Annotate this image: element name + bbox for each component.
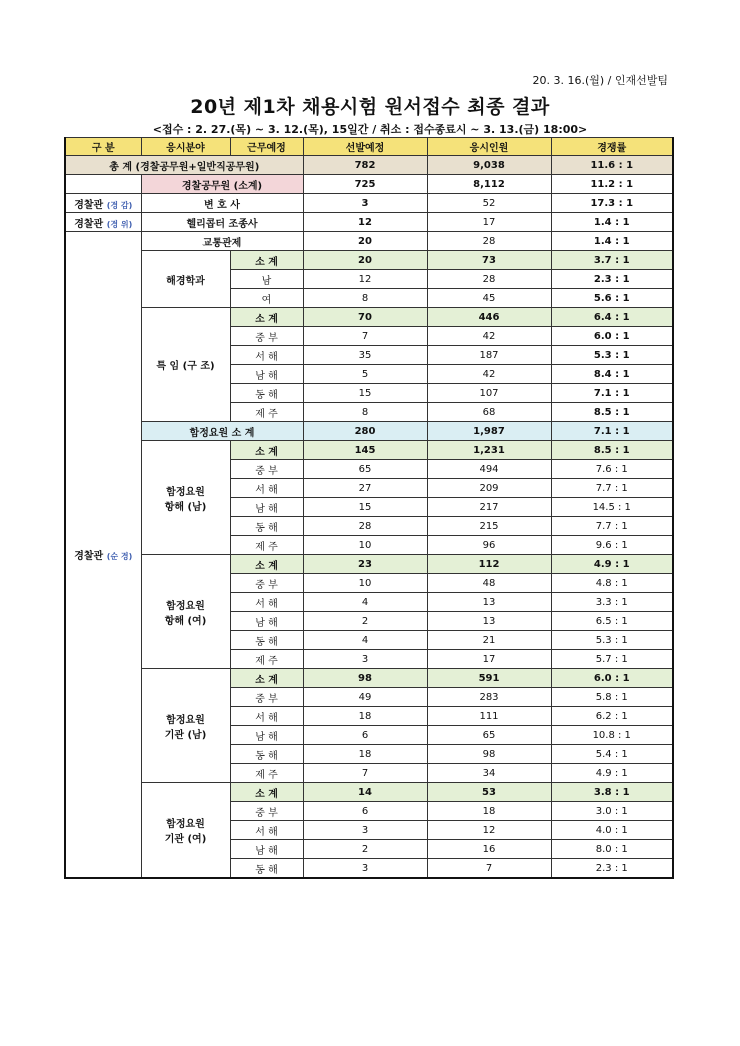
location-cell: 서 해: [230, 707, 303, 726]
apply-count: 215: [427, 517, 551, 536]
select-count: 20: [303, 232, 427, 251]
location-cell: 남 해: [230, 726, 303, 745]
select-count: 14: [303, 783, 427, 802]
apply-count: 13: [427, 593, 551, 612]
apply-count: 73: [427, 251, 551, 270]
page-subtitle: <접수 : 2. 27.(목) ~ 3. 12.(목), 15일간 / 취소 : 접수종료시 ~ 3. 13.(금) 18:00>: [152, 123, 588, 136]
apply-count: 209: [427, 479, 551, 498]
select-count: 18: [303, 707, 427, 726]
select-count: 49: [303, 688, 427, 707]
table-row: [65, 308, 673, 327]
dateline: 20. 3. 16.(월) / 인재선발팀: [532, 74, 668, 87]
location-cell: 소 계: [230, 669, 303, 688]
column-header: 선발예정: [303, 138, 427, 156]
select-count: 12: [303, 270, 427, 289]
rank-cell: 경찰관 (순 경): [65, 232, 141, 879]
competition-ratio: 11.6 : 1: [551, 156, 673, 175]
table-row: [65, 213, 673, 232]
select-count: 65: [303, 460, 427, 479]
apply-count: 111: [427, 707, 551, 726]
select-count: 4: [303, 593, 427, 612]
select-count: 782: [303, 156, 427, 175]
apply-count: 12: [427, 821, 551, 840]
apply-count: 53: [427, 783, 551, 802]
competition-ratio: 2.3 : 1: [551, 859, 673, 879]
select-count: 3: [303, 859, 427, 879]
location-cell: 중 부: [230, 460, 303, 479]
competition-ratio: 5.4 : 1: [551, 745, 673, 764]
field-cell: 특 임 (구 조): [141, 308, 230, 422]
location-cell: 중 부: [230, 688, 303, 707]
select-count: 6: [303, 802, 427, 821]
competition-ratio: 5.6 : 1: [551, 289, 673, 308]
row-label: 총 계 (경찰공무원+일반직공무원): [65, 156, 303, 175]
location-cell: 중 부: [230, 574, 303, 593]
row-label: 함정요원 소 계: [141, 422, 303, 441]
apply-count: 494: [427, 460, 551, 479]
select-count: 145: [303, 441, 427, 460]
apply-count: 42: [427, 327, 551, 346]
crew-subtotal-row: [65, 422, 673, 441]
competition-ratio: 7.7 : 1: [551, 517, 673, 536]
competition-ratio: 10.8 : 1: [551, 726, 673, 745]
apply-count: 21: [427, 631, 551, 650]
competition-ratio: 17.3 : 1: [551, 194, 673, 213]
table-row: [65, 251, 673, 270]
location-cell: 중 부: [230, 327, 303, 346]
select-count: 8: [303, 289, 427, 308]
location-cell: 제 주: [230, 650, 303, 669]
location-cell: 여: [230, 289, 303, 308]
apply-count: 591: [427, 669, 551, 688]
apply-count: 187: [427, 346, 551, 365]
select-count: 7: [303, 764, 427, 783]
apply-count: 16: [427, 840, 551, 859]
select-count: 18: [303, 745, 427, 764]
column-header: 구 분: [65, 138, 141, 156]
apply-count: 8,112: [427, 175, 551, 194]
select-count: 280: [303, 422, 427, 441]
competition-ratio: 11.2 : 1: [551, 175, 673, 194]
select-count: 35: [303, 346, 427, 365]
table-row: [65, 441, 673, 460]
competition-ratio: 8.4 : 1: [551, 365, 673, 384]
field-cell: 함정요원 항해 (여): [141, 555, 230, 669]
apply-count: 28: [427, 270, 551, 289]
column-header: 응시분야: [141, 138, 230, 156]
table-row: [65, 669, 673, 688]
apply-count: 7: [427, 859, 551, 879]
location-cell: 중 부: [230, 802, 303, 821]
location-cell: 동 해: [230, 384, 303, 403]
column-header: 근무예정: [230, 138, 303, 156]
apply-count: 13: [427, 612, 551, 631]
field-cell: 함정요원 기관 (남): [141, 669, 230, 783]
location-cell: 동 해: [230, 631, 303, 650]
apply-count: 68: [427, 403, 551, 422]
select-count: 5: [303, 365, 427, 384]
apply-count: 107: [427, 384, 551, 403]
select-count: 15: [303, 384, 427, 403]
apply-count: 34: [427, 764, 551, 783]
select-count: 7: [303, 327, 427, 346]
location-cell: 남 해: [230, 365, 303, 384]
competition-ratio: 5.8 : 1: [551, 688, 673, 707]
apply-count: 217: [427, 498, 551, 517]
select-count: 15: [303, 498, 427, 517]
competition-ratio: 4.9 : 1: [551, 555, 673, 574]
competition-ratio: 6.0 : 1: [551, 669, 673, 688]
apply-count: 48: [427, 574, 551, 593]
competition-ratio: 1.4 : 1: [551, 232, 673, 251]
competition-ratio: 8.0 : 1: [551, 840, 673, 859]
apply-count: 45: [427, 289, 551, 308]
row-label: 경찰공무원 (소계): [141, 175, 303, 194]
select-count: 12: [303, 213, 427, 232]
field-cell: 함정요원 항해 (남): [141, 441, 230, 555]
select-count: 20: [303, 251, 427, 270]
location-cell: 서 해: [230, 821, 303, 840]
results-table: [64, 137, 674, 879]
apply-count: 18: [427, 802, 551, 821]
competition-ratio: 4.8 : 1: [551, 574, 673, 593]
apply-count: 96: [427, 536, 551, 555]
apply-count: 98: [427, 745, 551, 764]
competition-ratio: 7.1 : 1: [551, 422, 673, 441]
competition-ratio: 6.5 : 1: [551, 612, 673, 631]
apply-count: 112: [427, 555, 551, 574]
location-cell: 남: [230, 270, 303, 289]
select-count: 28: [303, 517, 427, 536]
table-row: [65, 783, 673, 802]
select-count: 2: [303, 840, 427, 859]
blank-cell: [65, 175, 141, 194]
select-count: 27: [303, 479, 427, 498]
select-count: 98: [303, 669, 427, 688]
apply-count: 283: [427, 688, 551, 707]
table-row: [65, 555, 673, 574]
page-title: 20년 제1차 채용시험 원서접수 최종 결과: [190, 96, 550, 118]
competition-ratio: 3.3 : 1: [551, 593, 673, 612]
select-count: 3: [303, 194, 427, 213]
competition-ratio: 3.7 : 1: [551, 251, 673, 270]
location-cell: 소 계: [230, 251, 303, 270]
select-count: 10: [303, 574, 427, 593]
location-cell: 동 해: [230, 517, 303, 536]
competition-ratio: 8.5 : 1: [551, 441, 673, 460]
grand-total-row: [65, 156, 673, 175]
field-cell: 함정요원 기관 (여): [141, 783, 230, 879]
competition-ratio: 6.0 : 1: [551, 327, 673, 346]
select-count: 70: [303, 308, 427, 327]
competition-ratio: 5.3 : 1: [551, 346, 673, 365]
table-header-row: [65, 138, 673, 156]
competition-ratio: 9.6 : 1: [551, 536, 673, 555]
location-cell: 서 해: [230, 346, 303, 365]
location-cell: 소 계: [230, 555, 303, 574]
competition-ratio: 2.3 : 1: [551, 270, 673, 289]
location-cell: 남 해: [230, 612, 303, 631]
apply-count: 52: [427, 194, 551, 213]
competition-ratio: 5.7 : 1: [551, 650, 673, 669]
location-cell: 소 계: [230, 783, 303, 802]
select-count: 6: [303, 726, 427, 745]
select-count: 3: [303, 650, 427, 669]
location-cell: 서 해: [230, 479, 303, 498]
competition-ratio: 5.3 : 1: [551, 631, 673, 650]
competition-ratio: 7.1 : 1: [551, 384, 673, 403]
competition-ratio: 6.4 : 1: [551, 308, 673, 327]
column-header: 경쟁률: [551, 138, 673, 156]
column-header: 응시인원: [427, 138, 551, 156]
apply-count: 17: [427, 650, 551, 669]
location-cell: 동 해: [230, 745, 303, 764]
rank-cell: 경찰관 (경 감): [65, 194, 141, 213]
select-count: 725: [303, 175, 427, 194]
apply-count: 1,231: [427, 441, 551, 460]
location-cell: 동 해: [230, 859, 303, 879]
competition-ratio: 3.0 : 1: [551, 802, 673, 821]
results-table-body: [65, 138, 673, 879]
location-cell: 소 계: [230, 308, 303, 327]
select-count: 8: [303, 403, 427, 422]
competition-ratio: 4.9 : 1: [551, 764, 673, 783]
select-count: 4: [303, 631, 427, 650]
field-cell: 해경학과: [141, 251, 230, 308]
apply-count: 1,987: [427, 422, 551, 441]
apply-count: 65: [427, 726, 551, 745]
competition-ratio: 14.5 : 1: [551, 498, 673, 517]
competition-ratio: 7.6 : 1: [551, 460, 673, 479]
apply-count: 42: [427, 365, 551, 384]
rank-cell: 경찰관 (경 위): [65, 213, 141, 232]
location-cell: 서 해: [230, 593, 303, 612]
competition-ratio: 7.7 : 1: [551, 479, 673, 498]
select-count: 23: [303, 555, 427, 574]
apply-count: 9,038: [427, 156, 551, 175]
location-cell: 남 해: [230, 840, 303, 859]
competition-ratio: 6.2 : 1: [551, 707, 673, 726]
location-cell: 남 해: [230, 498, 303, 517]
apply-count: 17: [427, 213, 551, 232]
field-cell: 교통관제: [141, 232, 303, 251]
location-cell: 제 주: [230, 403, 303, 422]
police-subtotal-row: [65, 175, 673, 194]
select-count: 3: [303, 821, 427, 840]
location-cell: 제 주: [230, 536, 303, 555]
select-count: 2: [303, 612, 427, 631]
location-cell: 소 계: [230, 441, 303, 460]
competition-ratio: 1.4 : 1: [551, 213, 673, 232]
competition-ratio: 3.8 : 1: [551, 783, 673, 802]
table-row: [65, 232, 673, 251]
location-cell: 제 주: [230, 764, 303, 783]
competition-ratio: 8.5 : 1: [551, 403, 673, 422]
field-cell: 헬리콥터 조종사: [141, 213, 303, 232]
table-row: [65, 194, 673, 213]
select-count: 10: [303, 536, 427, 555]
apply-count: 28: [427, 232, 551, 251]
field-cell: 변 호 사: [141, 194, 303, 213]
competition-ratio: 4.0 : 1: [551, 821, 673, 840]
apply-count: 446: [427, 308, 551, 327]
